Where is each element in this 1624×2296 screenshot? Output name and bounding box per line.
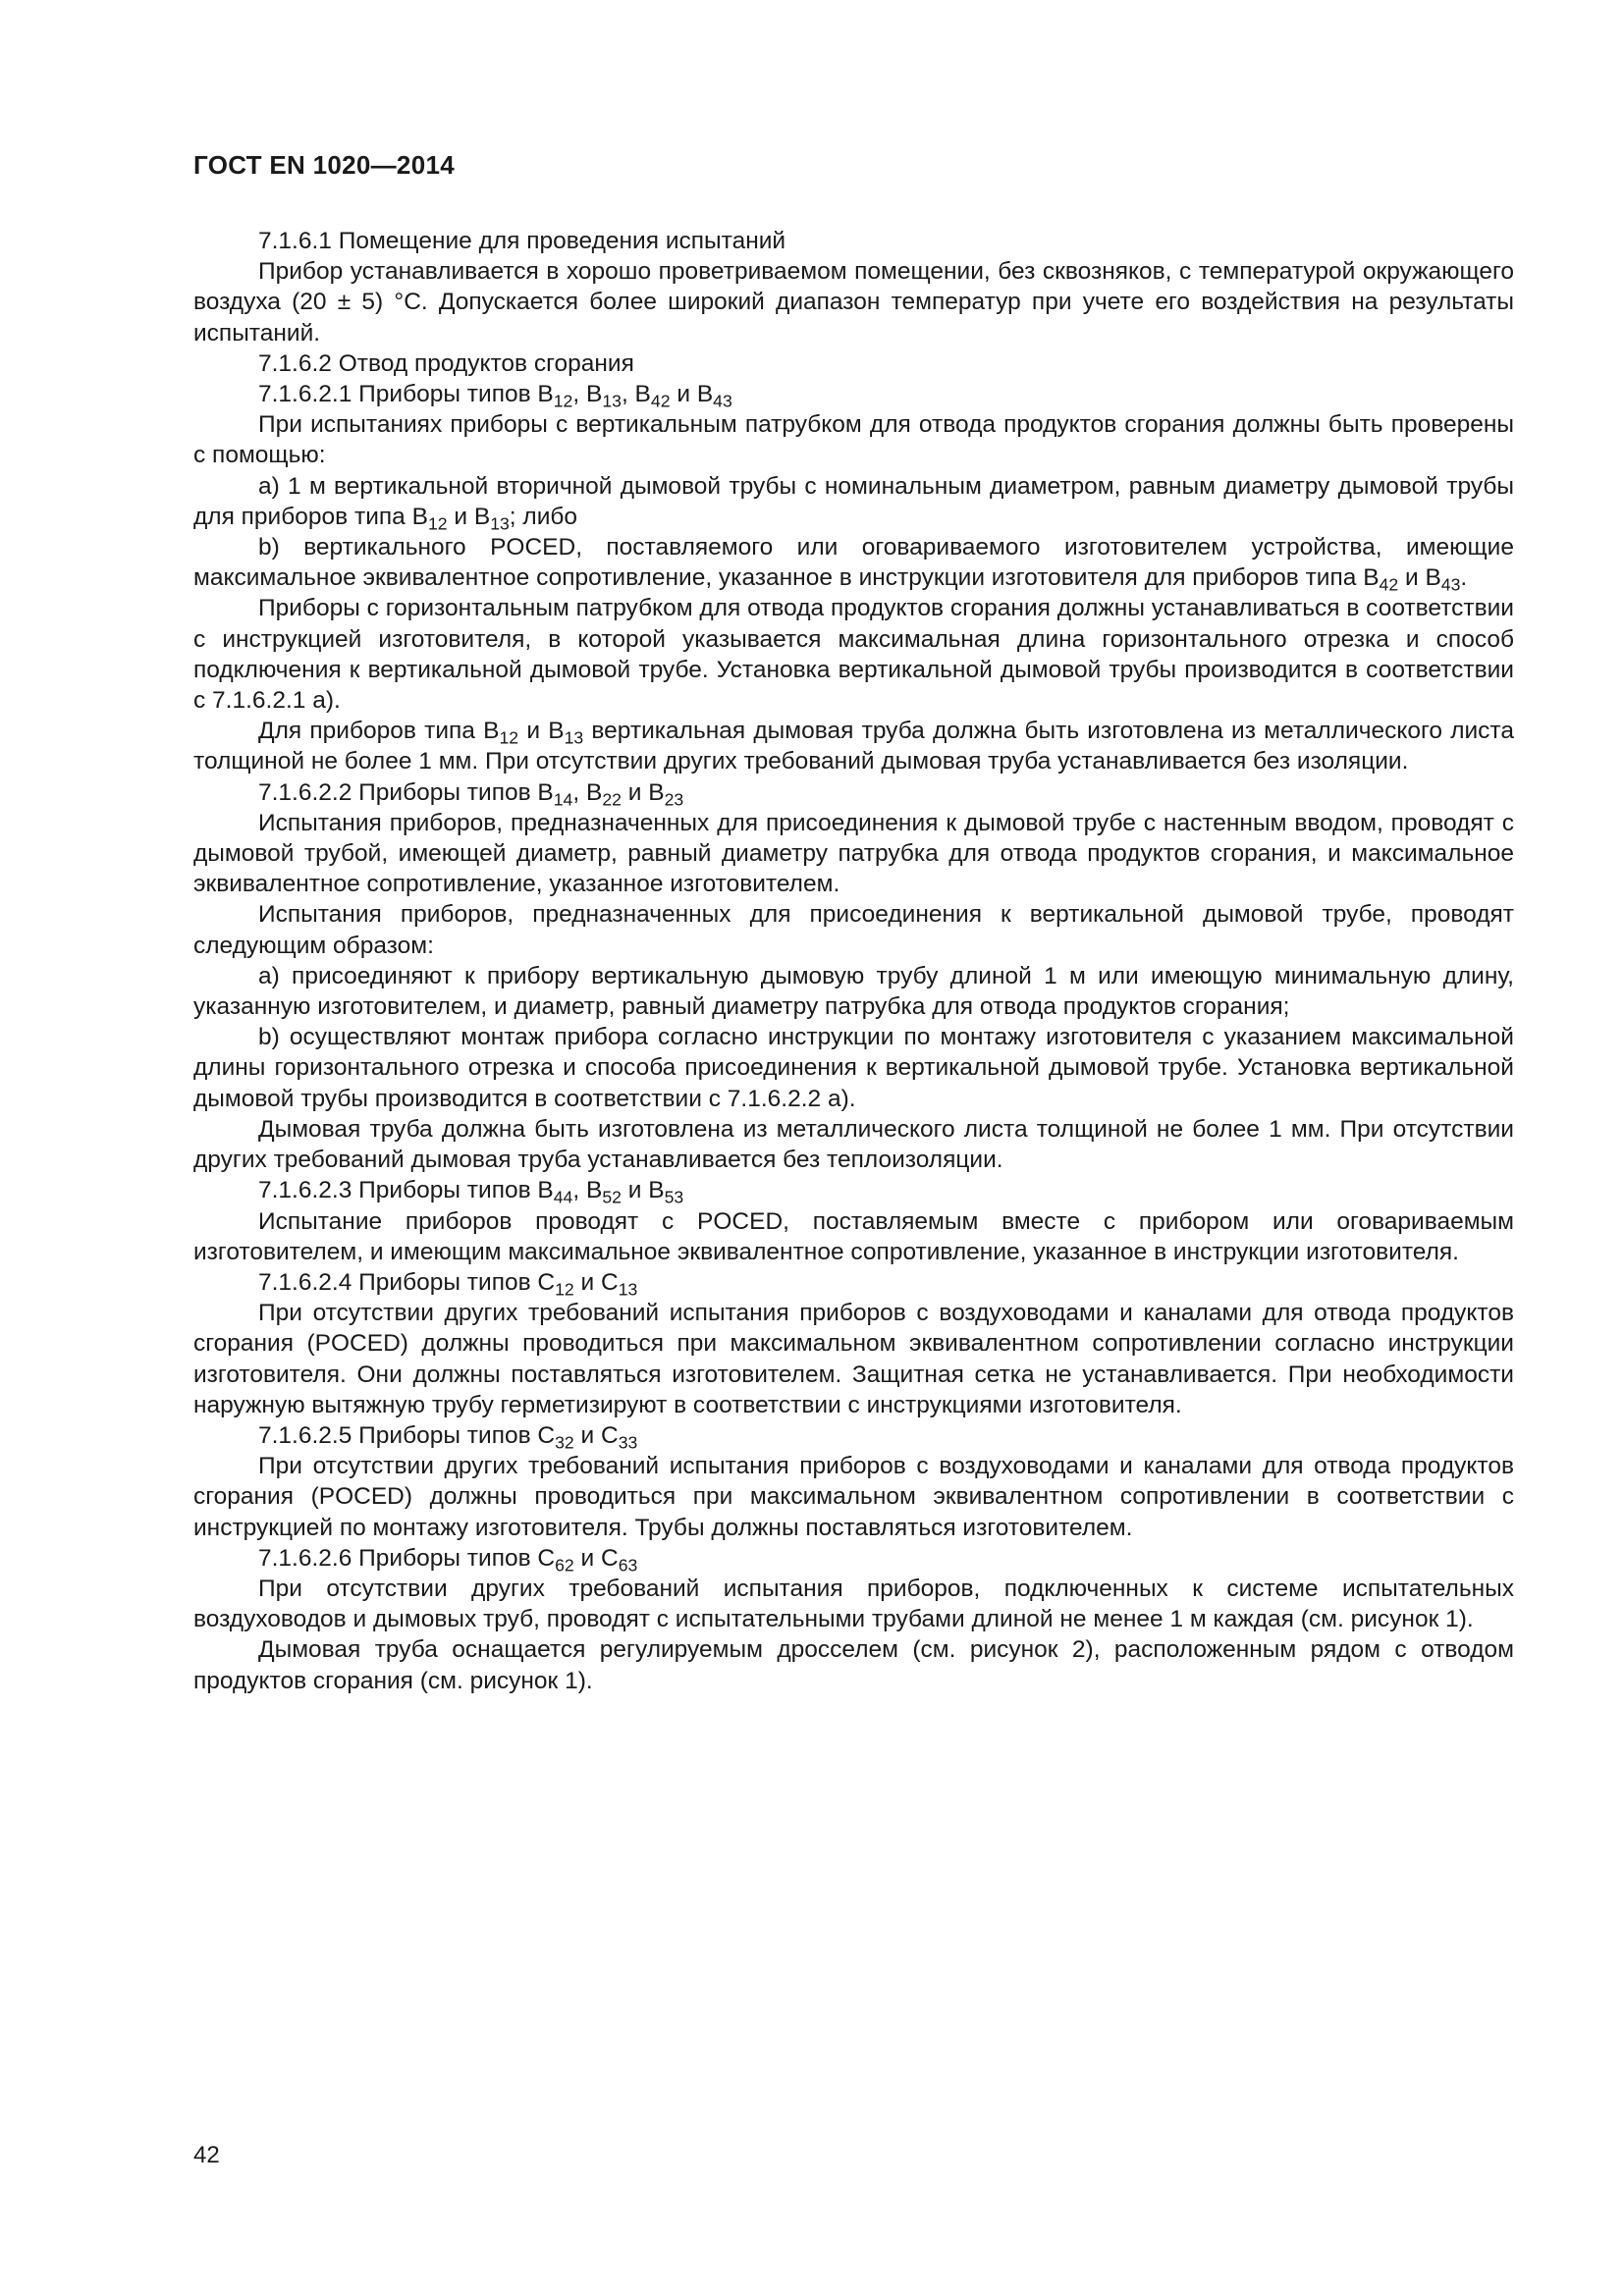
text-run: b) осуществляют монтаж прибора согласно инструкции по монтажу изготовителя с указанием максимальной длины горизонтального отрезка и способа присоединения к вертикальной дымовой трубе. Установка вертикальной дымовой трубы производится в соответствии с 7.1.6.2.2 а). (193, 1024, 1514, 1112)
text-run: Дымовая труба должна быть изготовлена из металлического листа толщиной не более 1 мм. При отсутствии других требований дымовая труба устанавливается без теплоизоляции. (193, 1115, 1514, 1174)
section-heading (193, 1543, 1514, 1574)
text-run: 7.1.6.1 Помещение для проведения испытаний (258, 228, 786, 254)
text-run: 7.1.6.2.6 Приборы типов С (258, 1544, 556, 1572)
text-run: a) 1 м вертикальной вторичной дымовой трубы с номинальным диаметром, равным диаметру дымовой трубы для приборов типа В (193, 472, 1514, 530)
text-run: . (1460, 564, 1468, 592)
subscript: 22 (602, 788, 622, 809)
text-run: вертикальная дымовая труба должна быть изготовлена из металлического листа толщиной не более 1 мм. При отсутствии других требований дымовая труба устанавливается без изоляции. (193, 718, 1514, 775)
paragraph (193, 593, 1514, 716)
subscript: 43 (713, 391, 732, 411)
section-heading (193, 348, 1514, 379)
paragraph (193, 899, 1514, 960)
text-run: Для приборов типа В (258, 718, 500, 745)
text-run: 7.1.6.2.2 Приборы типов В (258, 778, 554, 806)
paragraph (193, 716, 1514, 776)
paragraph (193, 256, 1514, 348)
subscript: 12 (553, 391, 573, 411)
paragraph (193, 1298, 1514, 1420)
subscript: 12 (499, 727, 519, 748)
text-run: , В (572, 381, 603, 408)
text-run: Приборы с горизонтальным патрубком для отвода продуктов сгорания должны устанавливаться в соответствии с инструкцией изготовителя, в которой указывается максимальная длина горизонтального отрезка и способ подключения к вертикальной дымовой трубе. Установка вертикальной дымовой трубы производится в соответствии с 7.1.6.2.1 а). (193, 595, 1514, 715)
paragraph (193, 1114, 1514, 1175)
paragraph (193, 1451, 1514, 1543)
section-heading (193, 1420, 1514, 1451)
text-run: ; либо (509, 503, 578, 530)
text-run: 7.1.6.2.3 Приборы типов В (258, 1177, 554, 1204)
paragraph (193, 532, 1514, 593)
text-run: 7.1.6.2 Отвод продуктов сгорания (258, 349, 634, 377)
text-run: Прибор устанавливается в хорошо проветриваемом помещении, без сквозняков, с температурой окружающего воздуха (20 ± 5) °С. Допускается более широкий диапазон температур при учете его воздействия на результаты испытаний. (193, 258, 1514, 347)
text-run: При отсутствии других требований испытания приборов с воздуховодами и каналами для отвода продуктов сгорания (POCED) должны проводиться при максимальном эквивалентном сопротивлении в соответствии с инструкцией по монтажу изготовителя. Трубы должны поставляться изготовителем. (193, 1453, 1514, 1541)
section-heading (193, 777, 1514, 808)
subscript: 32 (555, 1432, 574, 1453)
subscript: 13 (602, 391, 622, 411)
text-run: и В (621, 778, 665, 806)
text-run: Дымовая труба оснащается регулируемым дросселем (см. рисунок 2), расположенным рядом с отводом продуктов сгорания (см. рисунок 1). (193, 1636, 1514, 1694)
subscript: 13 (564, 727, 584, 748)
paragraph (193, 1022, 1514, 1114)
subscript: 63 (618, 1555, 638, 1575)
text-run: Испытание приборов проводят с POCED, поставляемым вместе с прибором или оговариваемым изготовителем, и имеющим максимальное эквивалентное сопротивление, указанное в инструкции изготовителя. (193, 1207, 1514, 1265)
text-run: и В (621, 1177, 665, 1204)
text-run: b) вертикального POCED, поставляемого или оговариваемого изготовителем устройства, имеющие максимальное эквивалентное сопротивление, указанное в инструкции изготовителя для приборов типа В (193, 534, 1514, 592)
text-run: , В (572, 1177, 603, 1204)
text-run: и С (573, 1268, 619, 1296)
paragraph (193, 409, 1514, 470)
paragraph (193, 808, 1514, 900)
subscript: 23 (664, 788, 684, 809)
text-run: и С (573, 1544, 619, 1572)
paragraph (193, 1574, 1514, 1634)
text-run: a) присоединяют к прибору вертикальную дымовую трубу длиной 1 м или имеющую минимальную длину, указанную изготовителем, и диаметр, равный диаметру патрубка для отвода продуктов сгорания; (193, 962, 1514, 1021)
text-run: Испытания приборов, предназначенных для присоединения к вертикальной дымовой трубе, проводят следующим образом: (193, 901, 1514, 959)
subscript: 13 (490, 513, 510, 534)
paragraph (193, 1206, 1514, 1267)
text-run: При отсутствии других требований испытания приборов с воздуховодами и каналами для отвода продуктов сгорания (POCED) должны проводиться при максимальном эквивалентном сопротивлении согласно инструкции изготовителя. Они должны поставляться изготовителем. Защитная сетка не устанавливается. При необходимости наружную вытяжную трубу герметизируют в соответствии с инструкциями изготовителя. (193, 1300, 1514, 1418)
subscript: 42 (650, 391, 671, 411)
subscript: 42 (1379, 574, 1399, 595)
text-run: 7.1.6.2.5 Приборы типов С (258, 1421, 556, 1449)
section-heading (193, 379, 1514, 409)
text-run: Испытания приборов, предназначенных для присоединения к дымовой трубе с настенным вводом, проводят с дымовой трубой, имеющей диаметр, равный диаметру патрубка для отвода продуктов сгорания, и максимальное эквивалентное сопротивление, указанное изготовителем. (193, 809, 1514, 898)
subscript: 14 (553, 788, 573, 809)
text-run: 7.1.6.2.4 Приборы типов С (258, 1268, 556, 1296)
text-run: и В (1398, 564, 1441, 592)
text-run: и В (670, 381, 714, 408)
document-header: ГОСТ EN 1020—2014 (193, 150, 455, 180)
text-run: При испытаниях приборы с вертикальным патрубком для отвода продуктов сгорания должны быть проверены с помощью: (193, 411, 1514, 469)
section-heading (193, 226, 1514, 256)
subscript: 13 (618, 1279, 638, 1300)
subscript: 12 (427, 513, 448, 534)
page-number: 42 (193, 2142, 220, 2168)
paragraph (193, 471, 1514, 532)
text-run: При отсутствии других требований испытания приборов, подключенных к системе испытательных воздуховодов и дымовых труб, проводят с испытательными трубами длиной не менее 1 м каждая (см. рисунок 1). (193, 1575, 1514, 1633)
subscript: 33 (618, 1432, 638, 1453)
subscript: 52 (602, 1187, 622, 1207)
subscript: 44 (553, 1187, 573, 1207)
text-run: , В (572, 778, 603, 806)
text-run: и В (447, 503, 491, 530)
text-run: и В (518, 718, 565, 745)
section-heading (193, 1175, 1514, 1205)
paragraph (193, 961, 1514, 1022)
text-run: , В (621, 381, 651, 408)
subscript: 53 (664, 1187, 684, 1207)
subscript: 62 (555, 1555, 574, 1575)
section-heading (193, 1267, 1514, 1298)
subscript: 43 (1440, 574, 1461, 595)
document-body (193, 226, 1514, 1696)
text-run: 7.1.6.2.1 Приборы типов В (258, 381, 554, 408)
subscript: 12 (555, 1279, 574, 1300)
text-run: и С (573, 1421, 619, 1449)
paragraph (193, 1634, 1514, 1695)
